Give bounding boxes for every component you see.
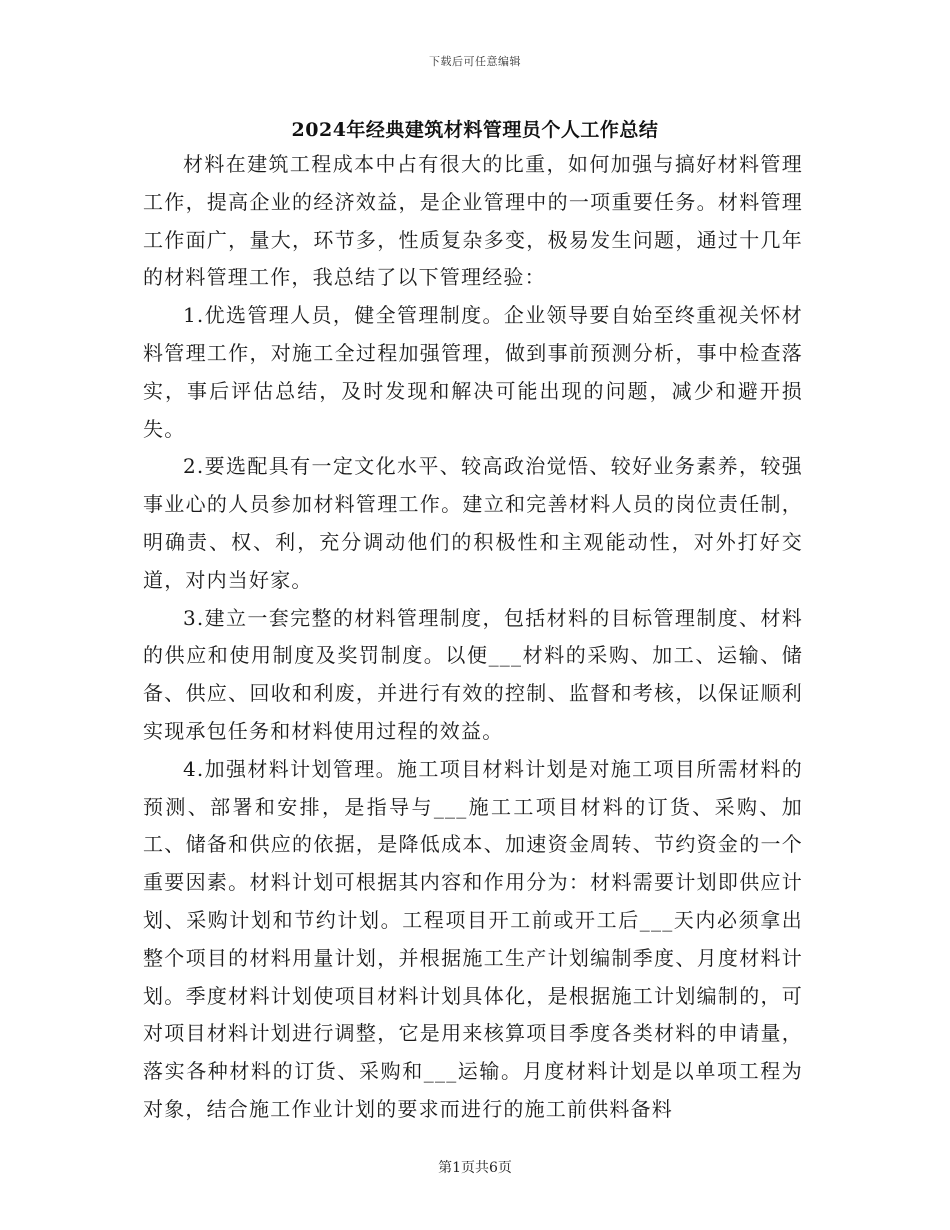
page-number-footer: 第1页共6页: [438, 1160, 512, 1176]
document-title: 2024年经典建筑材料管理员个人工作总结: [291, 119, 659, 141]
document-body: [143, 146, 803, 1129]
paragraph-item-2: 2.要选配具有一定文化水平、较高政治觉悟、较好业务素养，较强事业心的人员参加材料管理工作。建立和完善材料人员的岗位责任制，明确责、权、利，充分调动他们的积极性和主观能动性，对外打好交道，对内当好家。: [143, 454, 803, 592]
header-note: 下载后可任意编辑: [429, 55, 521, 68]
paragraph-intro: 材料在建筑工程成本中占有很大的比重，如何加强与搞好材料管理工作，提高企业的经济效益，是企业管理中的一项重要任务。材料管理工作面广，量大，环节多，性质复杂多变，极易发生问题，通过十几年的材料管理工作，我总结了以下管理经验：: [143, 152, 803, 290]
paragraph-item-3: 3.建立一套完整的材料管理制度，包括材料的目标管理制度、材料的供应和使用制度及奖罚制度。以便___材料的采购、加工、运输、储备、供应、回收和利废，并进行有效的控制、监督和考核，以保证顺利实现承包任务和材料使用过程的效益。: [143, 605, 803, 743]
paragraph-item-4: 4.加强材料计划管理。施工项目材料计划是对施工项目所需材料的预测、部署和安排，是指导与___施工工项目材料的订货、采购、加工、储备和供应的依据，是降低成本、加速资金周转、节约资金的一个重要因素。材料计划可根据其内容和作用分为：材料需要计划即供应计划、采购计划和节约计划。工程项目开工前或开工后___天内必须拿出整个项目的材料用量计划，并根据施工生产计划编制季度、月度材料计划。季度材料计划使项目材料计划具体化，是根据施工计划编制的，可对项目材料计划进行调整，它是用来核算项目季度各类材料的申请量，落实各种材料的订货、采购和___运输。月度材料计划是以单项工程为对象，结合施工作业计划的要求而进行的施工前供料备料: [143, 756, 803, 1121]
paragraph-item-1: 1.优选管理人员，健全管理制度。企业领导要自始至终重视关怀材料管理工作，对施工全过程加强管理，做到事前预测分析，事中检查落实，事后评估总结，及时发现和解决可能出现的问题，减少和避开损失。: [143, 303, 803, 441]
